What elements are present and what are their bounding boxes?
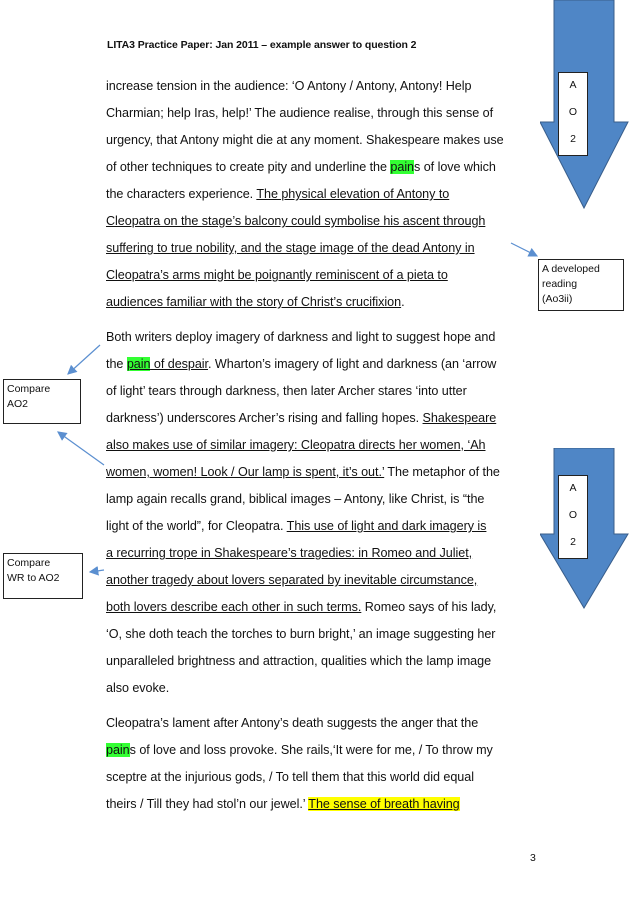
text-line: pains of love and loss provoke. She rails,‘It were for me, / To throw my <box>106 743 493 757</box>
connector-arrow-compare-ao2 <box>68 345 100 374</box>
text-line: Cleopatra on the stage’s balcony could symbolise his ascent through <box>106 214 486 228</box>
ao-letter-a: A <box>569 482 577 494</box>
text-line: Cleopatra’s lament after Antony’s death suggests the anger that the <box>106 716 479 730</box>
text-line: sceptre at the injurious gods, / To tell them that this world did equal <box>106 770 474 784</box>
highlight-pain: pain <box>126 357 151 371</box>
text-line: lamp again recalls grand, biblical images – Antony, like Christ, is “the <box>106 492 485 506</box>
ao-letter-o: O <box>568 509 578 521</box>
text-line: suffering to true nobility, and the stage image of the dead Antony in <box>106 241 475 255</box>
text-line: another tragedy about lovers separated by inevitable circumstance, <box>106 573 478 587</box>
connector-arrow-compare-wr <box>90 570 104 572</box>
text-line: Charmian; help Iras, help!’ The audience realise, through this sense of <box>106 106 494 120</box>
connector-arrow-developed <box>511 243 537 256</box>
note-line: AO2 <box>7 398 29 411</box>
text-line: light of the world”, for Cleopatra. This use of light and dark imagery is <box>106 519 487 533</box>
note-line: A developed <box>542 263 600 275</box>
page-header: LITA3 Practice Paper: Jan 2011 – example answer to question 2 <box>107 39 417 51</box>
note-line: Compare <box>7 557 51 569</box>
text-line: the characters experience. The physical elevation of Antony to <box>106 187 450 201</box>
text-line: women, women! Look / Our lamp is spent, it’s out.’ The metaphor of the <box>106 465 500 479</box>
text-line: also evoke. <box>106 681 170 695</box>
text-line: darkness’) underscores Archer’s rising and falling hopes. Shakespeare <box>106 411 497 425</box>
ao-letter-a: A <box>569 79 577 91</box>
text-line: of other techniques to create pity and underline the pains of love which <box>106 160 496 174</box>
text-line: theirs / Till they had stol’n our jewel.’ The sense of breath having <box>106 797 460 811</box>
highlight-pain: pain <box>106 743 130 757</box>
highlight-pain: pain <box>390 160 415 174</box>
text-line: Both writers deploy imagery of darkness and light to suggest hope and <box>106 330 496 344</box>
text-line: urgency, that Antony might die at any moment. Shakespeare makes use <box>106 133 504 147</box>
connector-arrow-compare-ao2-lower <box>58 432 104 465</box>
note-line: reading <box>542 278 578 291</box>
note-line: (Ao3ii) <box>542 293 573 306</box>
ao-letter-o: O <box>568 106 578 118</box>
text-line: Cleopatra’s arms might be poignantly reminiscent of a pieta to <box>106 268 448 282</box>
text-line: of light’ tears through darkness, then later Archer stares ‘into utter <box>106 384 467 398</box>
highlight-breath: The sense of breath having <box>308 797 460 811</box>
text-line: the pain of despair. Wharton’s imagery of light and darkness (an ‘arrow <box>106 357 497 371</box>
text-line: both lovers describe each other in such terms. Romeo says of his lady, <box>106 600 497 614</box>
text-line: audiences familiar with the story of Christ’s crucifixion. <box>106 295 405 309</box>
ao-number-2: 2 <box>570 133 576 145</box>
page-number: 3 <box>530 852 536 864</box>
text-line: unparalleled brightness and attraction, qualities which the lamp image <box>106 654 492 668</box>
text-line: increase tension in the audience: ‘O Antony / Antony, Antony! Help <box>106 79 472 93</box>
text-line: also makes use of similar imagery: Cleopatra directs her women, ‘Ah <box>106 438 486 452</box>
text-line: ‘O, she doth teach the torches to burn bright,’ an image suggesting her <box>106 627 496 641</box>
text-line: a recurring trope in Shakespeare’s tragedies: in Romeo and Juliet, <box>106 546 473 560</box>
note-line: WR to AO2 <box>7 572 60 585</box>
note-line: Compare <box>7 383 51 395</box>
ao-number-2: 2 <box>570 536 576 548</box>
